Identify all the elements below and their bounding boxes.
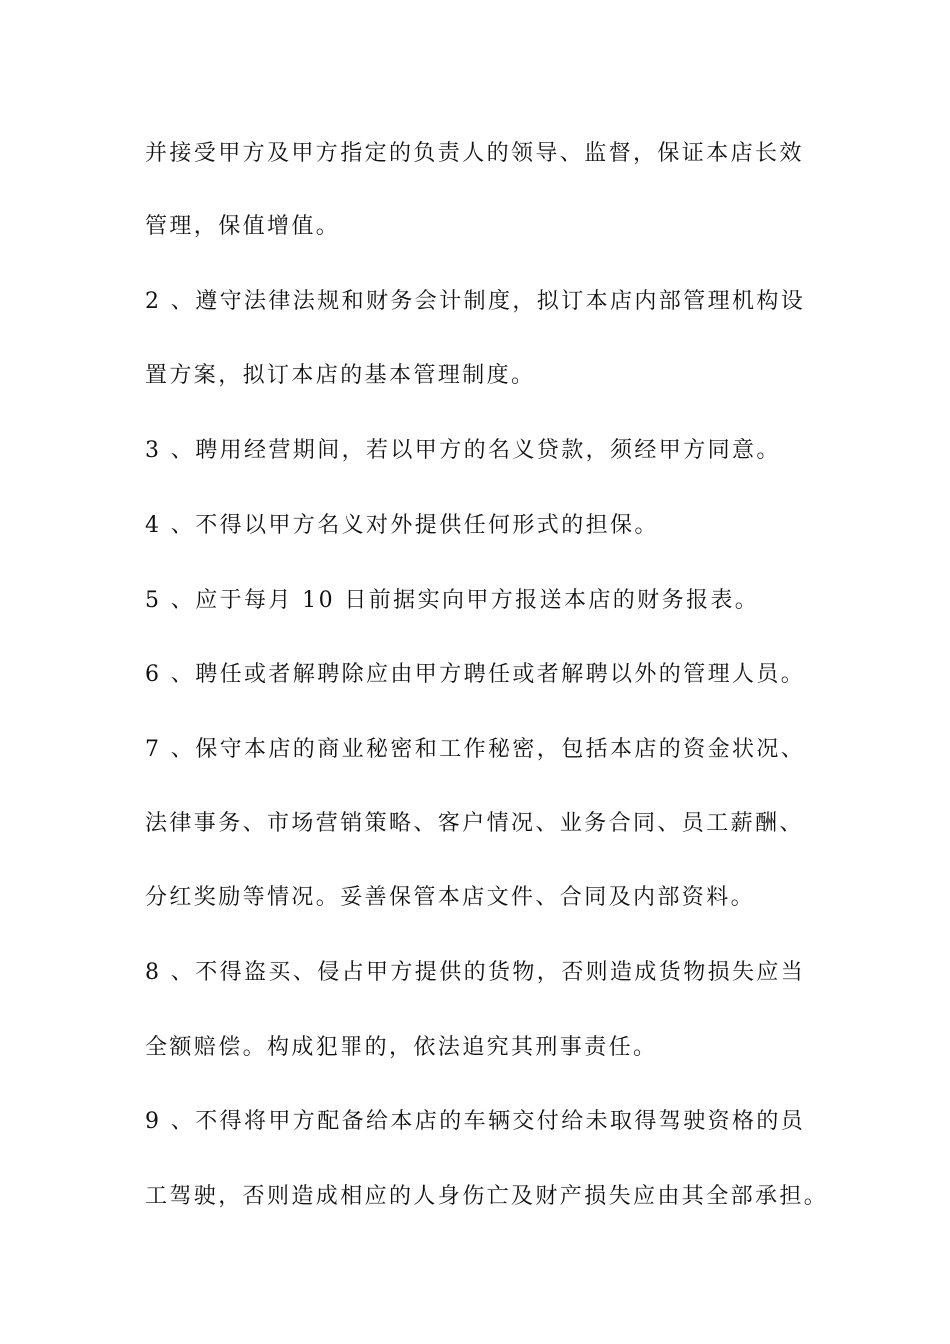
- text-line: 7 、保守本店的商业秘密和工作秘密，包括本店的资金状况、: [145, 737, 806, 762]
- text-line: 8 、不得盗买、侵占甲方提供的货物，否则造成货物损失应当: [145, 960, 806, 985]
- text-line: 工驾驶，否则造成相应的人身伤亡及财产损失应由其全部承担。: [145, 1184, 829, 1209]
- text-line: 置方案，拟订本店的基本管理制度。: [145, 363, 536, 388]
- text-line: 6 、聘任或者解聘除应由甲方聘任或者解聘以外的管理人员。: [145, 662, 806, 687]
- text-line: 3 、聘用经营期间，若以甲方的名义贷款，须经甲方同意。: [145, 438, 781, 463]
- text-line: 全额赔偿。构成犯罪的，依法追究其刑事责任。: [145, 1035, 658, 1060]
- text-line: 2 、遵守法律法规和财务会计制度，拟订本店内部管理机构设: [145, 289, 806, 314]
- text-line: 9 、不得将甲方配备给本店的车辆交付给未取得驾驶资格的员: [145, 1109, 806, 1134]
- text-line: 并接受甲方及甲方指定的负责人的领导、监督，保证本店长效: [145, 141, 804, 166]
- text-line: 分红奖励等情况。妥善保管本店文件、合同及内部资料。: [145, 885, 756, 910]
- text-line: 4 、不得以甲方名义对外提供任何形式的担保。: [145, 513, 659, 538]
- text-line: 5 、应于每月 10 日前据实向甲方报送本店的财务报表。: [145, 588, 760, 613]
- text-line: 法律事务、市场营销策略、客户情况、业务合同、员工薪酬、: [145, 811, 804, 836]
- text-line: 管理，保值增值。: [145, 214, 341, 239]
